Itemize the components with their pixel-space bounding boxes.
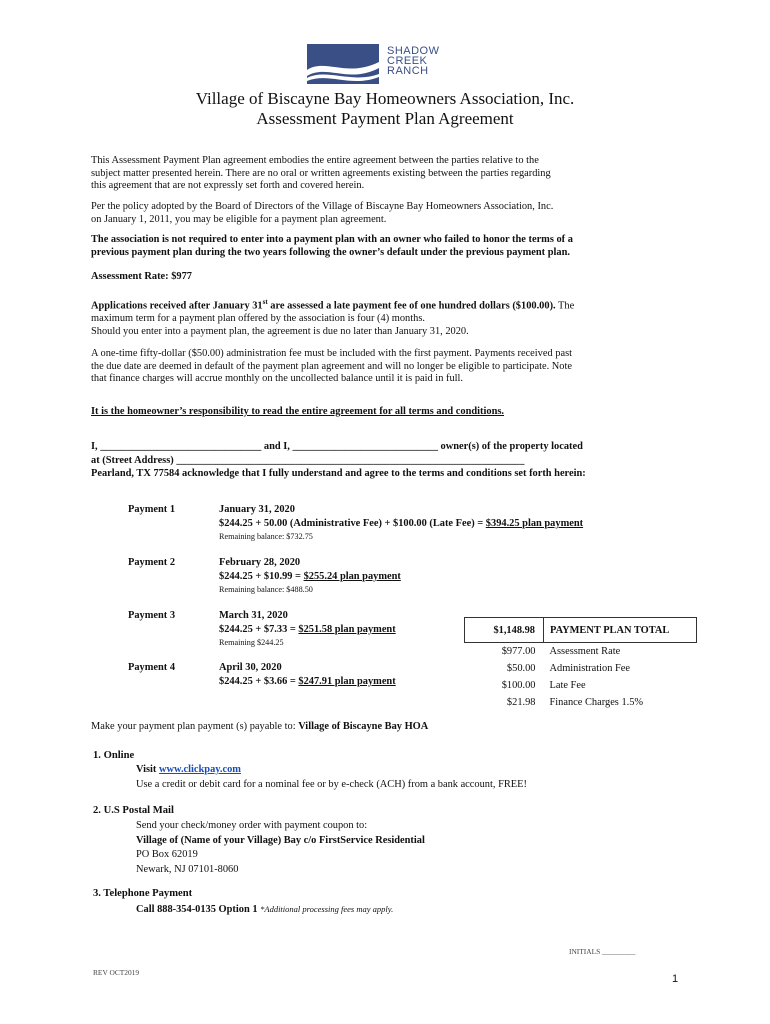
admin-fee-line: A one-time fifty-dollar ($50.00) administration fee must be included with the first payment. Payments received past xyxy=(91,348,573,359)
logo-line: RANCH xyxy=(387,65,429,77)
logo-line: SHADOW xyxy=(387,45,440,57)
document-title: Village of Biscayne Bay Homeowners Association, Inc. xyxy=(195,89,575,108)
summary-amount: $50.00 xyxy=(506,663,536,674)
phone-number: Call 888-354-0135 Option 1 xyxy=(136,904,261,915)
revision-label: REV OCT2019 xyxy=(93,968,140,977)
mail-heading: 2. U.S Postal Mail xyxy=(93,805,174,816)
mail-address-name: Village of (Name of your Village) Bay c/o FirstService Residential xyxy=(136,834,425,846)
summary-amount: $977.00 xyxy=(501,646,536,657)
mail-line: PO Box 62019 xyxy=(136,849,198,860)
assessment-rate: Assessment Rate: $977 xyxy=(91,271,193,282)
summary-amount: $21.98 xyxy=(506,697,536,708)
summary-label: Administration Fee xyxy=(549,663,631,674)
late-fee-bold: Applications received after January 31 xyxy=(91,300,263,312)
late-fee-line: maximum term for a payment plan offered by the association is four (4) months. xyxy=(91,313,425,325)
intro-line: subject matter presented herein. There are no oral or written agreements existing between the parties regarding xyxy=(91,167,551,179)
online-body xyxy=(136,763,527,792)
responsibility-notice: It is the homeowner’s responsibility to read the entire agreement for all terms and conditions. xyxy=(91,406,504,417)
late-fee-text: The xyxy=(555,300,575,312)
plan-payment: $394.25 plan payment xyxy=(485,518,584,529)
intro-paragraph xyxy=(91,155,691,193)
admin-fee-line: the due date are deemed in default of the payment plan agreement and will no longer be eligible to participate. Note xyxy=(91,360,572,372)
summary-row xyxy=(465,660,697,677)
summary-row xyxy=(465,694,697,711)
summary-row xyxy=(465,643,697,661)
payment-formula: $244.25 + $3.66 = $247.91 plan payment xyxy=(219,676,396,687)
phone-body xyxy=(136,902,393,918)
payment-date: April 30, 2020 xyxy=(219,662,282,673)
initials-field: INITIALS _________ xyxy=(569,947,636,956)
summary-total-row xyxy=(465,618,697,643)
payment-label: Payment 3 xyxy=(128,610,176,621)
late-fee-line: Should you enter into a payment plan, the agreement is due no later than January 31, 2020. xyxy=(91,325,469,337)
plan-payment: $251.58 plan payment xyxy=(298,624,396,635)
ack-line: Pearland, TX 77584 acknowledge that I fully understand and agree to the terms and conditions set forth herein: xyxy=(91,468,586,479)
payment-formula: $244.25 + 50.00 (Administrative Fee) + $100.00 (Late Fee) = $394.25 plan payment xyxy=(219,518,584,529)
mail-body xyxy=(136,819,425,877)
ack-line: I, _______________________________ and I, ____________________________ owner(s) of the property located xyxy=(91,441,583,452)
payment-summary-table xyxy=(464,617,697,711)
payable-text: Make your payment plan payment (s) payable to: xyxy=(91,721,299,732)
document-subtitle: Assessment Payment Plan Agreement xyxy=(256,109,514,128)
payment-label: Payment 2 xyxy=(128,557,176,568)
late-fee-bold: are assessed a late payment fee of one hundred dollars ($100.00). xyxy=(267,300,556,312)
remaining-balance: Remaining balance: $488.50 xyxy=(219,585,313,594)
intro-line: this agreement that are not expressly set forth and covered herein. xyxy=(91,180,365,192)
notice-line: The association is not required to enter into a payment plan with an owner who failed to honor the terms of a xyxy=(91,234,573,245)
payable-to xyxy=(91,721,691,734)
admin-fee-paragraph xyxy=(91,348,691,386)
intro-line: This Assessment Payment Plan agreement embodies the entire agreement between the parties relative to the xyxy=(91,155,539,166)
payment-date: February 28, 2020 xyxy=(219,557,301,568)
clickpay-link[interactable]: www.clickpay.com xyxy=(159,764,241,775)
mail-line: Newark, NJ 07101-8060 xyxy=(136,863,239,875)
payment-formula: $244.25 + $10.99 = $255.24 plan payment xyxy=(219,571,401,582)
logo-line: CREEK xyxy=(387,55,428,67)
payment-label: Payment 4 xyxy=(128,662,176,673)
policy-paragraph xyxy=(91,201,691,226)
summary-row xyxy=(465,677,697,694)
admin-fee-line: that finance charges will accrue monthly on the uncollected balance until it is paid in full. xyxy=(91,373,464,385)
summary-label: Finance Charges 1.5% xyxy=(549,697,644,708)
acknowledgement xyxy=(91,440,691,481)
logo xyxy=(307,44,467,86)
total-label: PAYMENT PLAN TOTAL xyxy=(544,618,697,643)
online-description: Use a credit or debit card for a nominal fee or by e-check (ACH) from a bank account, FREE! xyxy=(136,778,527,790)
plan-payment: $247.91 plan payment xyxy=(298,676,396,687)
ack-line: at (Street Address) ___________________________________________________________________ xyxy=(91,454,525,466)
total-amount: $1,148.98 xyxy=(465,618,544,643)
policy-line: on January 1, 2011, you may be eligible for a payment plan agreement. xyxy=(91,213,387,225)
payee: Village of Biscayne Bay HOA xyxy=(298,721,429,732)
phone-note: *Additional processing fees may apply. xyxy=(260,904,394,914)
payment-date: March 31, 2020 xyxy=(219,610,288,621)
remaining-balance: Remaining $244.25 xyxy=(219,638,284,647)
visit-label: Visit xyxy=(136,764,159,775)
payment-formula: $244.25 + $7.33 = $251.58 plan payment xyxy=(219,624,396,635)
policy-line: Per the policy adopted by the Board of Directors of the Village of Biscayne Bay Homeowners Association, Inc. xyxy=(91,201,554,212)
late-fee-paragraph xyxy=(91,296,691,338)
phone-heading: 3. Telephone Payment xyxy=(93,888,193,899)
mail-line: Send your check/money order with payment coupon to: xyxy=(136,820,368,831)
summary-label: Assessment Rate xyxy=(549,646,621,657)
notice-line: previous payment plan during the two years following the owner’s default under the previous payment plan. xyxy=(91,246,570,258)
remaining-balance: Remaining balance: $732.75 xyxy=(219,532,313,541)
page-number: 1 xyxy=(672,973,679,985)
summary-label: Late Fee xyxy=(549,680,586,691)
plan-payment: $255.24 plan payment xyxy=(303,571,401,582)
logo-wave-icon xyxy=(307,44,387,86)
summary-amount: $100.00 xyxy=(501,680,536,691)
payment-label: Payment 1 xyxy=(128,504,176,515)
superscript: st xyxy=(262,298,268,306)
online-heading: 1. Online xyxy=(93,750,135,761)
notice-paragraph xyxy=(91,234,691,259)
payment-date: January 31, 2020 xyxy=(219,504,295,515)
